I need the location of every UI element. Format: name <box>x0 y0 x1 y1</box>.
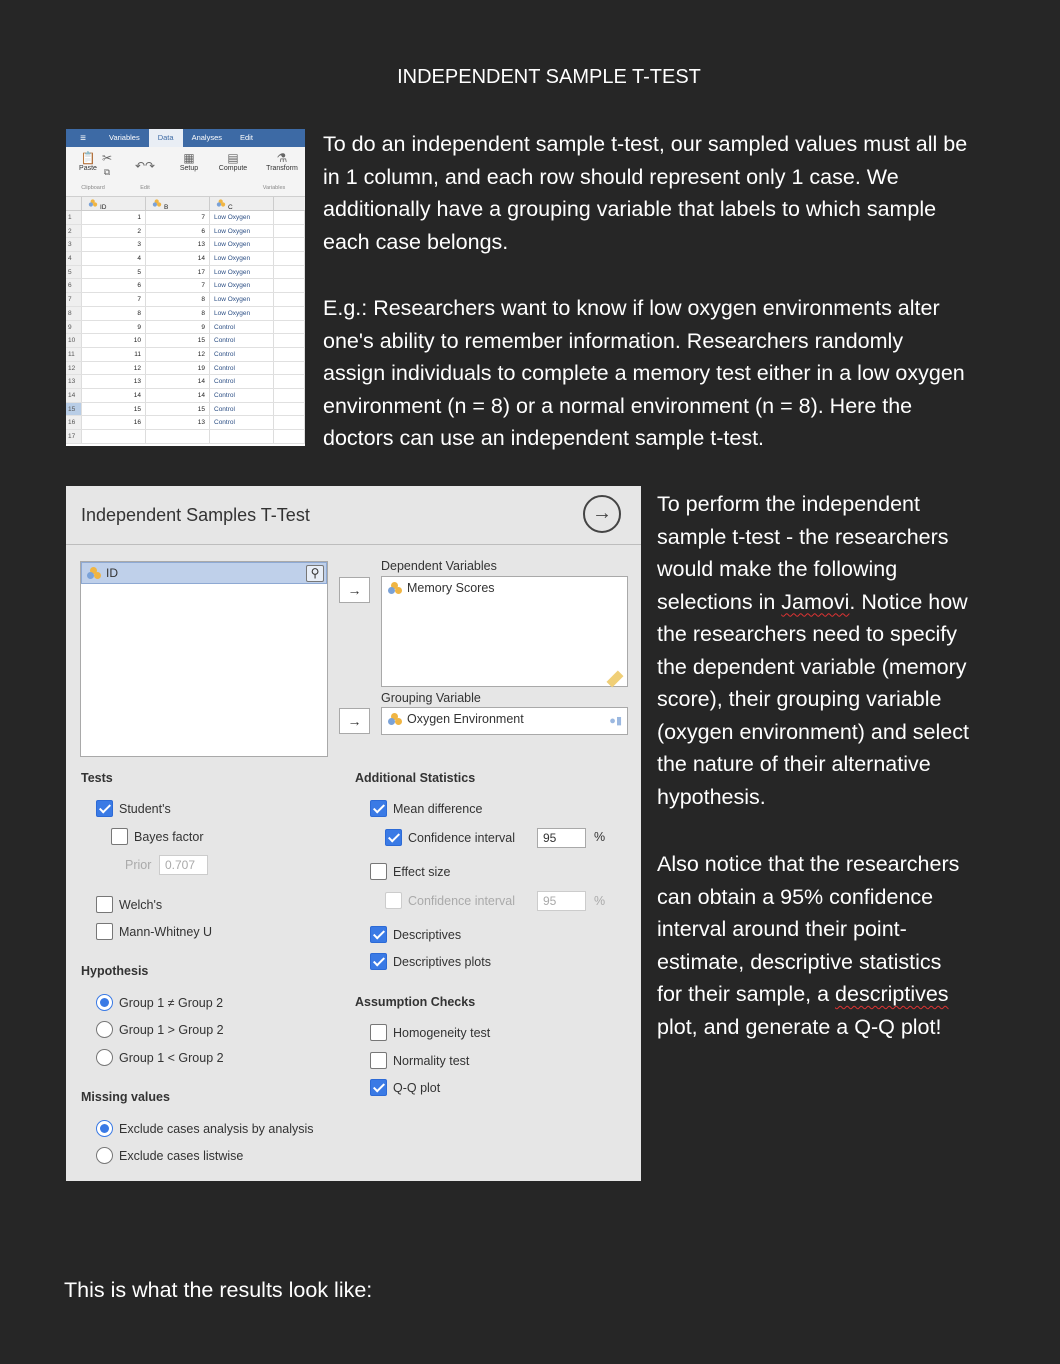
row-number[interactable]: 5 <box>66 266 82 279</box>
cell-empty[interactable] <box>274 334 305 347</box>
row-number[interactable]: 10 <box>66 334 82 347</box>
cell-b[interactable]: 7 <box>146 279 210 292</box>
effect-ci-level-input[interactable]: 95 <box>537 891 586 911</box>
hypothesis-less-radio[interactable] <box>96 1049 224 1066</box>
cell-empty[interactable] <box>274 430 305 443</box>
option-label: Group 1 ≠ Group 2 <box>119 995 224 1010</box>
variables-list[interactable] <box>80 561 328 757</box>
copy-icon: ⧉ <box>103 167 111 177</box>
cell-b[interactable]: 9 <box>146 321 210 334</box>
option-label: Confidence interval <box>408 893 516 908</box>
example-line: environment (n = 8) or a normal environment (n = 8). Here the <box>323 393 913 418</box>
intro-paragraph <box>323 128 1023 455</box>
option-label: Welch's <box>119 897 163 912</box>
table-row[interactable] <box>66 403 305 417</box>
dependent-variables-label: Dependent Variables <box>381 559 497 573</box>
also-line: estimate, descriptive statistics <box>657 949 942 974</box>
data-grid <box>66 211 305 444</box>
cell-b[interactable]: 8 <box>146 293 210 306</box>
results-caption: This is what the results look like: <box>64 1278 373 1302</box>
cell-id[interactable]: 7 <box>82 293 146 306</box>
tests-heading: Tests <box>81 771 113 785</box>
cell-c[interactable]: Control <box>210 362 274 375</box>
cell-empty[interactable] <box>274 403 305 416</box>
cell-empty[interactable] <box>274 225 305 238</box>
perform-line: the dependent variable (memory <box>657 654 967 679</box>
radio-selected[interactable] <box>96 994 113 1011</box>
header-divider <box>66 544 641 545</box>
qq-plot-checkbox[interactable] <box>370 1079 440 1096</box>
table-row[interactable] <box>66 348 305 362</box>
tab-variables[interactable]: Variables <box>109 133 140 142</box>
perform-line: the nature of their alternative <box>657 752 931 776</box>
row-number[interactable]: 3 <box>66 238 82 251</box>
cell-empty[interactable] <box>274 389 305 402</box>
cell-id[interactable]: 12 <box>82 362 146 375</box>
cell-empty[interactable] <box>274 416 305 429</box>
row-number[interactable]: 8 <box>66 307 82 320</box>
additional-statistics-heading: Additional Statistics <box>355 771 476 785</box>
also-paragraph <box>657 848 997 1043</box>
checkbox-checked[interactable] <box>96 800 113 817</box>
transform-button[interactable] <box>260 151 304 172</box>
perform-line: To perform the independent <box>657 492 920 516</box>
perform-line: (oxygen environment) and select <box>657 719 969 744</box>
cell-c[interactable]: Low Oxygen <box>210 307 274 320</box>
option-label: Group 1 > Group 2 <box>119 1022 224 1037</box>
perform-line: hypothesis. <box>657 784 766 809</box>
variables-group-label: Variables <box>262 185 286 191</box>
setup-label: Setup <box>179 165 199 172</box>
checkbox-unchecked[interactable] <box>370 1052 387 1069</box>
cell-id[interactable]: 6 <box>82 279 146 292</box>
missing-values-heading: Missing values <box>81 1090 170 1104</box>
ci-level-input[interactable]: 95 <box>537 828 586 848</box>
prior-input[interactable]: 0.707 <box>159 855 208 875</box>
cell-b[interactable]: 14 <box>146 375 210 388</box>
descriptives-plots-checkbox[interactable] <box>370 953 491 970</box>
cell-empty[interactable] <box>274 362 305 375</box>
cell-b[interactable]: 12 <box>146 348 210 361</box>
variable-icon <box>217 199 225 206</box>
column-header-b[interactable]: B <box>146 197 210 210</box>
grouping-variable-item[interactable] <box>382 708 627 730</box>
cell-empty[interactable] <box>274 211 305 224</box>
intro-line: To do an independent sample t-test, our sampled values must all be <box>323 132 968 156</box>
example-line: assign individuals to complete a memory test either in a low oxygen <box>323 361 965 385</box>
option-label: Descriptives <box>393 927 462 942</box>
checkbox-checked[interactable] <box>385 829 402 846</box>
cell-c[interactable]: Control <box>210 403 274 416</box>
undo-icon: ↶↷ <box>134 159 156 173</box>
option-label: Bayes factor <box>134 829 204 844</box>
cell-empty[interactable] <box>274 307 305 320</box>
radio-unselected[interactable] <box>96 1049 113 1066</box>
checkbox-checked[interactable] <box>370 926 387 943</box>
table-row[interactable] <box>66 252 305 266</box>
mean-difference-checkbox[interactable] <box>370 800 482 817</box>
cell-empty[interactable] <box>274 348 305 361</box>
grouping-variable-label: Grouping Variable <box>381 691 481 705</box>
cell-c[interactable]: Low Oxygen <box>210 266 274 279</box>
ribbon-toolbar <box>66 147 305 197</box>
effect-ci-percent-sign: % <box>594 894 606 908</box>
cell-id[interactable]: 8 <box>82 307 146 320</box>
cell-id[interactable]: 9 <box>82 321 146 334</box>
option-label: Exclude cases analysis by analysis <box>119 1121 314 1136</box>
setup-icon: ▦ <box>183 151 195 165</box>
page-title: INDEPENDENT SAMPLE T-TEST <box>397 66 701 88</box>
table-row[interactable] <box>66 307 305 321</box>
option-label: Mean difference <box>393 801 483 816</box>
cell-b[interactable]: 14 <box>146 252 210 265</box>
row-number[interactable]: 17 <box>66 430 82 443</box>
clipboard-group-label: Clipboard <box>81 185 105 191</box>
checkbox-unchecked[interactable] <box>111 828 128 845</box>
normality-test-checkbox[interactable] <box>370 1052 469 1069</box>
also-line: interval around their point- <box>657 917 907 941</box>
intro-line: additionally have a grouping variable that labels to which sample <box>323 197 937 221</box>
paste-icon: 📋 <box>80 151 96 165</box>
effect-ci-checkbox[interactable] <box>385 892 515 909</box>
also-line: Also notice that the researchers <box>657 852 960 876</box>
perform-line: selections in Jamovi. Notice how <box>657 589 968 614</box>
exclude-analysis-radio[interactable] <box>96 1120 314 1137</box>
cell-id[interactable]: 2 <box>82 225 146 238</box>
move-to-grouping-button[interactable]: → <box>339 708 370 734</box>
cell-c[interactable]: Control <box>210 334 274 347</box>
hypothesis-heading: Hypothesis <box>81 964 149 978</box>
cell-id[interactable]: 16 <box>82 416 146 429</box>
search-icon[interactable]: ⚲ <box>306 565 324 582</box>
cell-c[interactable]: Control <box>210 321 274 334</box>
row-number[interactable]: 2 <box>66 225 82 238</box>
cell-c[interactable]: Control <box>210 375 274 388</box>
dependent-variables-box[interactable] <box>381 576 628 687</box>
cell-c[interactable]: Low Oxygen <box>210 252 274 265</box>
table-row[interactable] <box>66 321 305 335</box>
cell-c[interactable]: Control <box>210 416 274 429</box>
transform-icon: ⚗ <box>276 151 288 165</box>
also-line: can obtain a 95% confidence <box>657 884 934 909</box>
option-label: Exclude cases listwise <box>119 1148 244 1163</box>
table-row[interactable] <box>66 266 305 280</box>
option-label: Descriptives plots <box>393 954 491 969</box>
variable-icon <box>153 199 161 206</box>
cell-id[interactable]: 11 <box>82 348 146 361</box>
cell-b[interactable]: 7 <box>146 211 210 224</box>
intro-line: each case belongs. <box>323 229 509 254</box>
cell-c[interactable]: Control <box>210 389 274 402</box>
checkbox-unchecked[interactable] <box>370 863 387 880</box>
cell-empty[interactable] <box>274 293 305 306</box>
nominal-variable-icon <box>87 567 101 579</box>
cell-b[interactable]: 15 <box>146 403 210 416</box>
tab-data[interactable]: Data <box>149 129 183 147</box>
cell-empty[interactable] <box>274 321 305 334</box>
example-line: one's ability to remember information. Researchers randomly <box>323 328 904 353</box>
cell-c[interactable]: Control <box>210 348 274 361</box>
checkbox-unchecked[interactable] <box>96 923 113 940</box>
row-number[interactable]: 9 <box>66 321 82 334</box>
variable-label: ID <box>106 566 118 580</box>
cell-c[interactable] <box>210 430 274 443</box>
table-row[interactable] <box>66 279 305 293</box>
prior-label: Prior <box>125 858 152 872</box>
checkbox-unchecked[interactable] <box>96 896 113 913</box>
spellcheck-word: Jamovi <box>781 589 850 614</box>
variable-item-id[interactable] <box>81 562 327 584</box>
row-number[interactable]: 14 <box>66 389 82 402</box>
option-label: Effect size <box>393 864 451 879</box>
checkbox-checked[interactable] <box>370 953 387 970</box>
grouping-variable-box[interactable] <box>381 707 628 735</box>
independent-t-test-panel <box>66 486 641 1181</box>
cell-empty[interactable] <box>274 238 305 251</box>
hamburger-menu-icon[interactable]: ≡ <box>80 132 86 144</box>
bayes-factor-checkbox[interactable] <box>111 828 203 845</box>
row-number[interactable]: 6 <box>66 279 82 292</box>
cell-c[interactable]: Low Oxygen <box>210 211 274 224</box>
compute-label: Compute <box>218 165 248 172</box>
perform-line: the researchers need to specify <box>657 622 957 646</box>
tab-analyses[interactable]: Analyses <box>191 133 222 142</box>
run-arrow-button[interactable] <box>583 495 621 533</box>
paste-label: Paste <box>79 165 97 172</box>
panel-title: Independent Samples T-Test <box>81 505 310 525</box>
grouping-variable-name: Oxygen Environment <box>407 712 524 726</box>
table-row[interactable] <box>66 334 305 348</box>
cell-id[interactable]: 5 <box>82 266 146 279</box>
checkbox-checked[interactable] <box>370 800 387 817</box>
hypothesis-not-equal-radio[interactable] <box>96 994 223 1011</box>
cell-c[interactable]: Low Oxygen <box>210 238 274 251</box>
intro-line: in 1 column, and each row should represent only 1 case. We <box>323 164 899 189</box>
cell-b[interactable]: 19 <box>146 362 210 375</box>
checkbox-unchecked[interactable] <box>370 1024 387 1041</box>
also-line: for their sample, a descriptives <box>657 982 949 1006</box>
cell-b[interactable]: 13 <box>146 416 210 429</box>
radio-unselected[interactable] <box>96 1147 113 1164</box>
option-label: Confidence interval <box>408 830 516 845</box>
radio-selected[interactable] <box>96 1120 113 1137</box>
table-row[interactable] <box>66 362 305 376</box>
perform-paragraph <box>657 488 997 813</box>
assumption-checks-heading: Assumption Checks <box>355 995 476 1009</box>
row-number[interactable]: 12 <box>66 362 82 375</box>
cell-b[interactable]: 17 <box>146 266 210 279</box>
edit-group-label: Edit <box>140 185 150 191</box>
perform-line: sample t-test - the researchers <box>657 524 949 549</box>
cell-b[interactable]: 13 <box>146 238 210 251</box>
table-row[interactable] <box>66 225 305 239</box>
cell-id[interactable]: 13 <box>82 375 146 388</box>
table-row[interactable] <box>66 375 305 389</box>
cell-empty[interactable] <box>274 375 305 388</box>
option-label: Group 1 < Group 2 <box>119 1050 224 1065</box>
row-number[interactable]: 15 <box>66 403 82 416</box>
undo-redo-icons[interactable] <box>130 159 160 173</box>
option-label: Homogeneity test <box>393 1025 491 1040</box>
effect-size-checkbox[interactable] <box>370 863 450 880</box>
welch-checkbox[interactable] <box>96 896 162 913</box>
continuous-variable-icon <box>388 582 402 594</box>
confidence-interval-checkbox[interactable] <box>385 829 515 846</box>
cell-b[interactable]: 8 <box>146 307 210 320</box>
compute-button[interactable] <box>212 151 254 172</box>
cell-b[interactable]: 14 <box>146 389 210 402</box>
cell-id[interactable]: 10 <box>82 334 146 347</box>
hypothesis-greater-radio[interactable] <box>96 1021 224 1038</box>
table-row[interactable] <box>66 238 305 252</box>
descriptives-checkbox[interactable] <box>370 926 461 943</box>
table-row[interactable] <box>66 293 305 307</box>
table-row[interactable] <box>66 430 305 444</box>
cell-c[interactable]: Low Oxygen <box>210 225 274 238</box>
example-line: doctors can use an independent sample t-test. <box>323 426 765 450</box>
transform-label: Transform <box>266 165 298 172</box>
cell-c[interactable]: Low Oxygen <box>210 279 274 292</box>
cell-empty[interactable] <box>274 266 305 279</box>
tab-edit[interactable]: Edit <box>240 133 253 142</box>
cell-id[interactable]: 4 <box>82 252 146 265</box>
scissors-icon: ✂ <box>101 151 113 165</box>
also-line: plot, and generate a Q-Q plot! <box>657 1014 942 1039</box>
table-row[interactable] <box>66 211 305 225</box>
checkbox-checked[interactable] <box>370 1079 387 1096</box>
corner-cell <box>66 197 82 210</box>
example-line: E.g.: Researchers want to know if low oxygen environments alter <box>323 296 940 320</box>
spreadsheet-screenshot <box>66 129 305 446</box>
variable-icon <box>89 199 97 206</box>
column-headers <box>66 197 305 211</box>
perform-line: score), their grouping variable <box>657 687 942 711</box>
row-number[interactable]: 4 <box>66 252 82 265</box>
spellcheck-word: descriptives <box>835 982 949 1006</box>
cut-copy-icons[interactable] <box>100 151 114 179</box>
row-number[interactable]: 11 <box>66 348 82 361</box>
row-number[interactable]: 1 <box>66 211 82 224</box>
cell-b[interactable]: 15 <box>146 334 210 347</box>
option-label: Q-Q plot <box>393 1080 441 1095</box>
ruler-icon <box>607 671 624 688</box>
dependent-variable-name: Memory Scores <box>407 581 495 595</box>
option-label: Student's <box>119 801 171 816</box>
cell-id[interactable] <box>82 430 146 443</box>
mann-whitney-checkbox[interactable] <box>96 923 212 940</box>
cell-b[interactable] <box>146 430 210 443</box>
perform-line: would make the following <box>657 557 898 581</box>
row-number[interactable]: 16 <box>66 416 82 429</box>
cell-id[interactable]: 3 <box>82 238 146 251</box>
cell-b[interactable]: 6 <box>146 225 210 238</box>
students-checkbox[interactable] <box>96 800 171 817</box>
cell-empty[interactable] <box>274 279 305 292</box>
column-header-id[interactable]: ID <box>82 197 146 210</box>
exclude-listwise-radio[interactable] <box>96 1147 243 1164</box>
option-label: Normality test <box>393 1053 470 1068</box>
row-number[interactable]: 7 <box>66 293 82 306</box>
table-row[interactable] <box>66 416 305 430</box>
compute-icon: ▤ <box>227 151 239 165</box>
move-to-dependent-button[interactable]: → <box>339 577 370 603</box>
cell-id[interactable]: 1 <box>82 211 146 224</box>
row-number[interactable]: 13 <box>66 375 82 388</box>
arrow-right-circle-icon: → <box>592 502 612 524</box>
ribbon-tabs <box>66 129 305 147</box>
column-header-c[interactable]: C <box>210 197 274 210</box>
cell-id[interactable]: 14 <box>82 389 146 402</box>
checkbox-disabled[interactable] <box>385 892 402 909</box>
cell-c[interactable]: Low Oxygen <box>210 293 274 306</box>
setup-button[interactable] <box>172 151 206 172</box>
option-label: Mann-Whitney U <box>119 924 213 939</box>
cell-empty[interactable] <box>274 252 305 265</box>
dependent-variable-item[interactable] <box>382 577 627 599</box>
table-row[interactable] <box>66 389 305 403</box>
ci-percent-sign: % <box>594 830 606 844</box>
homogeneity-test-checkbox[interactable] <box>370 1024 490 1041</box>
nominal-variable-icon <box>388 713 402 725</box>
cell-id[interactable]: 15 <box>82 403 146 416</box>
variable-type-icon: ●▮ <box>609 715 622 727</box>
radio-unselected[interactable] <box>96 1021 113 1038</box>
